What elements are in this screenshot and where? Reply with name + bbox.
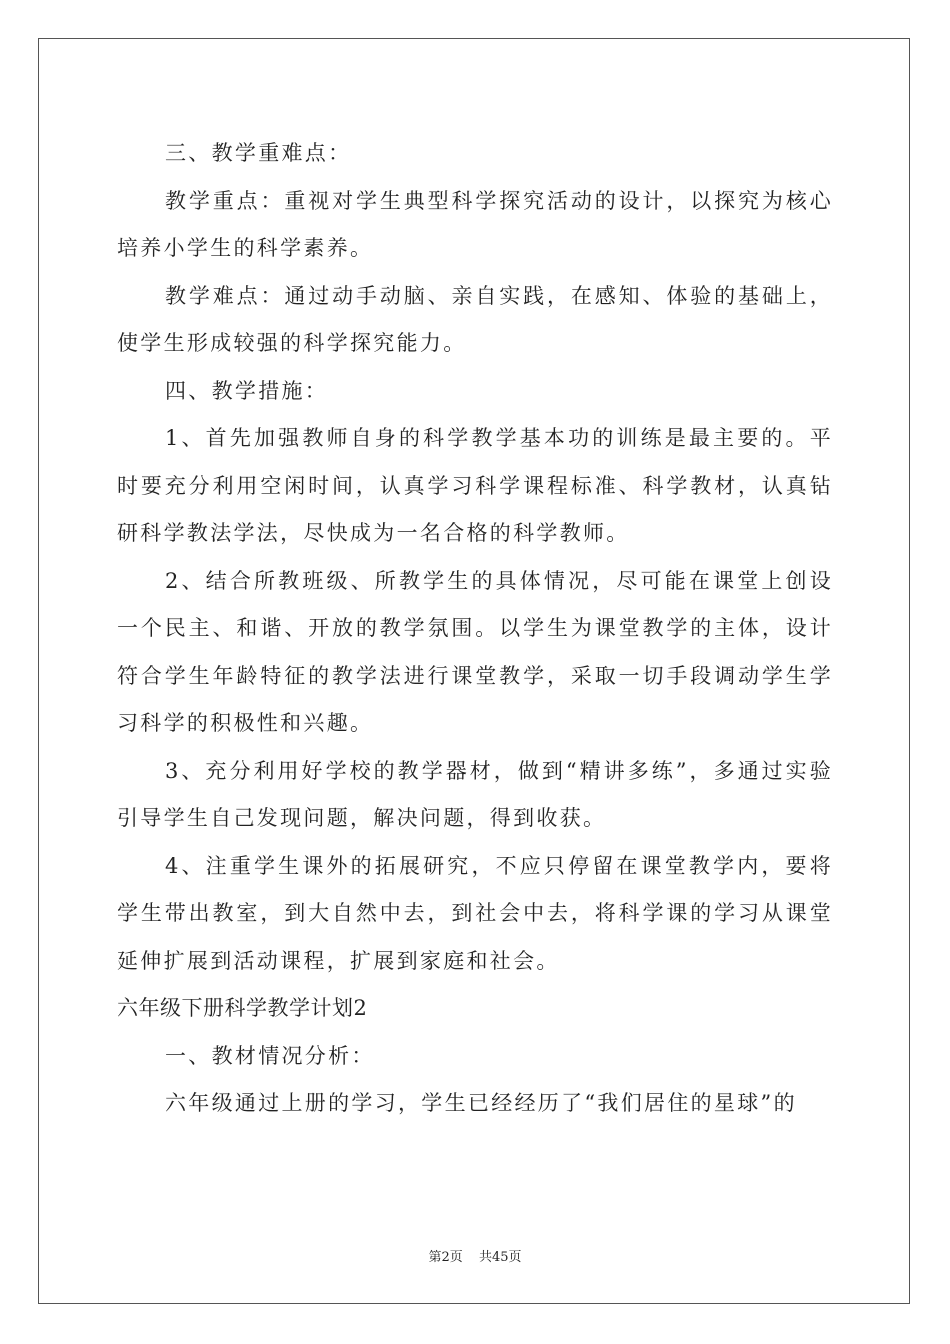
page-number: 第2页 xyxy=(428,1250,463,1265)
section-heading-1: 一、教材情况分析： xyxy=(165,1043,375,1068)
paragraph-key-point: 教学重点：重视对学生典型科学探究活动的设计，以探究为核心培养小学生的科学素养。 xyxy=(117,188,833,260)
paragraph-difficult-point: 教学难点：通过动手动脑、亲自实践，在感知、体验的基础上，使学生形成较强的科学探究能力。 xyxy=(117,283,833,355)
paragraph-measure-3: 3、充分利用好学校的教学器材，做到“精讲多练”，多通过实验引导学生自己发现问题，解决问题，得到收获。 xyxy=(117,758,833,830)
section-heading-3: 三、教学重难点： xyxy=(165,141,352,165)
section-heading-4: 四、教学措施： xyxy=(165,378,329,403)
paragraph-measure-1: 1、首先加强教师自身的科学教学基本功的训练是最主要的。平时要充分利用空闲时间，认真学习科学课程标准、科学教材，认真钻研科学教法学法，尽快成为一名合格的科学教师。 xyxy=(117,426,833,545)
paragraph-textbook-analysis: 六年级通过上册的学习，学生已经经历了“我们居住的星球”的 xyxy=(165,1091,797,1115)
paragraph-measure-4: 4、注重学生课外的拓展研究，不应只停留在课堂教学内，要将学生带出教室，到大自然中去，到社会中去，将科学课的学习从课堂延伸扩展到活动课程，扩展到家庭和社会。 xyxy=(117,853,833,973)
paragraph-measure-2: 2、结合所教班级、所教学生的具体情况，尽可能在课堂上创设一个民主、和谐、开放的教学氛围。以学生为课堂教学的主体，设计符合学生年龄特征的教学法进行课堂教学，采取一切手段调动学生学习科学的积极性和兴趣。 xyxy=(117,568,833,735)
page-footer xyxy=(0,1246,950,1265)
page-total: 共45页 xyxy=(478,1250,522,1265)
document-body xyxy=(117,130,833,1128)
document-title-2: 六年级下册科学教学计划2 xyxy=(117,996,368,1020)
